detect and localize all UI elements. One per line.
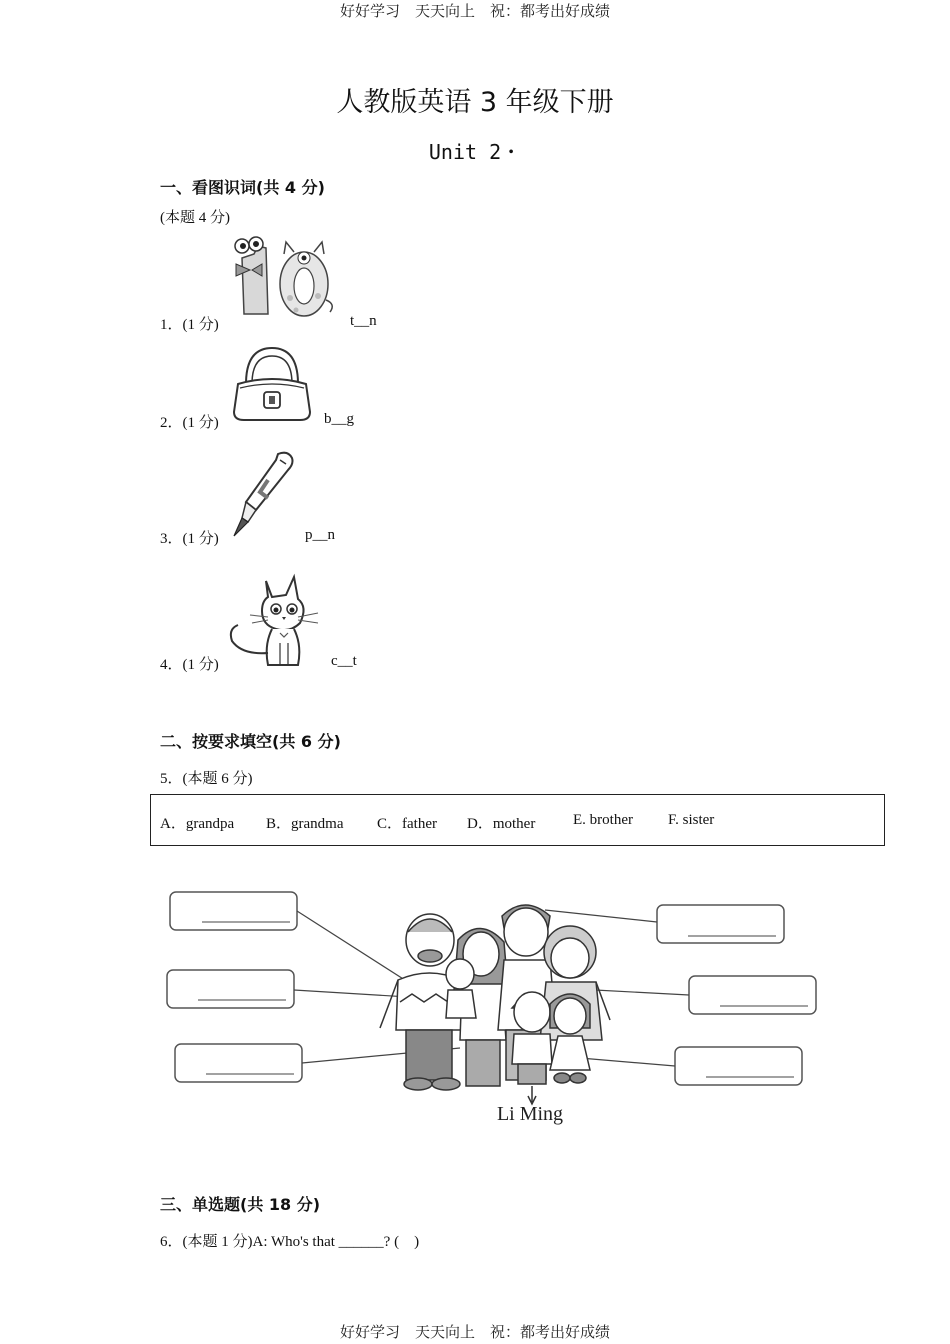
unit-subtitle: Unit 2・: [428, 140, 522, 164]
item-4-answer[interactable]: c__t: [331, 653, 357, 669]
item-2-answer[interactable]: b__g: [324, 411, 354, 427]
option-e: E. brother: [573, 812, 633, 828]
document-title: 人教版英语 3 年级下册: [336, 87, 614, 118]
handbag-picture: [232, 344, 312, 422]
item-1-answer[interactable]: t__n: [350, 313, 377, 329]
item-3-label: 3．(1 分): [160, 531, 219, 547]
option-a: A．grandpa: [160, 816, 235, 832]
item-3-answer[interactable]: p__n: [305, 527, 335, 543]
answer-box-right-2[interactable]: [689, 976, 816, 1014]
option-d: D．mother: [467, 816, 536, 832]
section-1-heading: 一、看图识词(共 4 分): [160, 178, 325, 197]
one-shape: [242, 246, 268, 314]
page-footer: 好好学习 天天向上 祝：都考出好成绩: [339, 1323, 610, 1341]
cat-picture: [228, 573, 324, 669]
section-3-heading: 三、单选题(共 18 分): [160, 1195, 321, 1214]
answer-box-right-1[interactable]: [657, 905, 784, 943]
baby-figure: [446, 959, 474, 989]
brother-figure: [512, 992, 552, 1104]
page-header: 好好学习 天天向上 祝：都考出好成绩: [339, 2, 610, 20]
item-1-label: 1．(1 分): [160, 317, 219, 333]
section-1-note: (本题 4 分): [160, 210, 230, 226]
option-b: B．grandma: [266, 816, 344, 832]
options-box: [150, 794, 885, 846]
number-ten-picture: [228, 238, 338, 320]
item-2-label: 2．(1 分): [160, 415, 219, 431]
question-6: 6．(本题 1 分)A: Who's that ______? ( ): [160, 1234, 420, 1250]
section-2-heading: 二、按要求填空(共 6 分): [160, 732, 341, 751]
item-4-label: 4．(1 分): [160, 657, 219, 673]
li-ming-caption: Li Ming: [496, 1103, 564, 1125]
question-5: 5．(本题 6 分): [160, 771, 253, 787]
answer-box-right-3[interactable]: [675, 1047, 802, 1085]
answer-box-left-3[interactable]: [175, 1044, 302, 1082]
answer-box-left-1[interactable]: [170, 892, 297, 930]
family-figure: [160, 880, 840, 1140]
answer-box-left-2[interactable]: [167, 970, 294, 1008]
fountain-pen-picture: [228, 450, 298, 538]
option-f: F. sister: [668, 812, 715, 828]
mother-figure: [446, 928, 508, 1086]
option-c: C．father: [377, 816, 437, 832]
